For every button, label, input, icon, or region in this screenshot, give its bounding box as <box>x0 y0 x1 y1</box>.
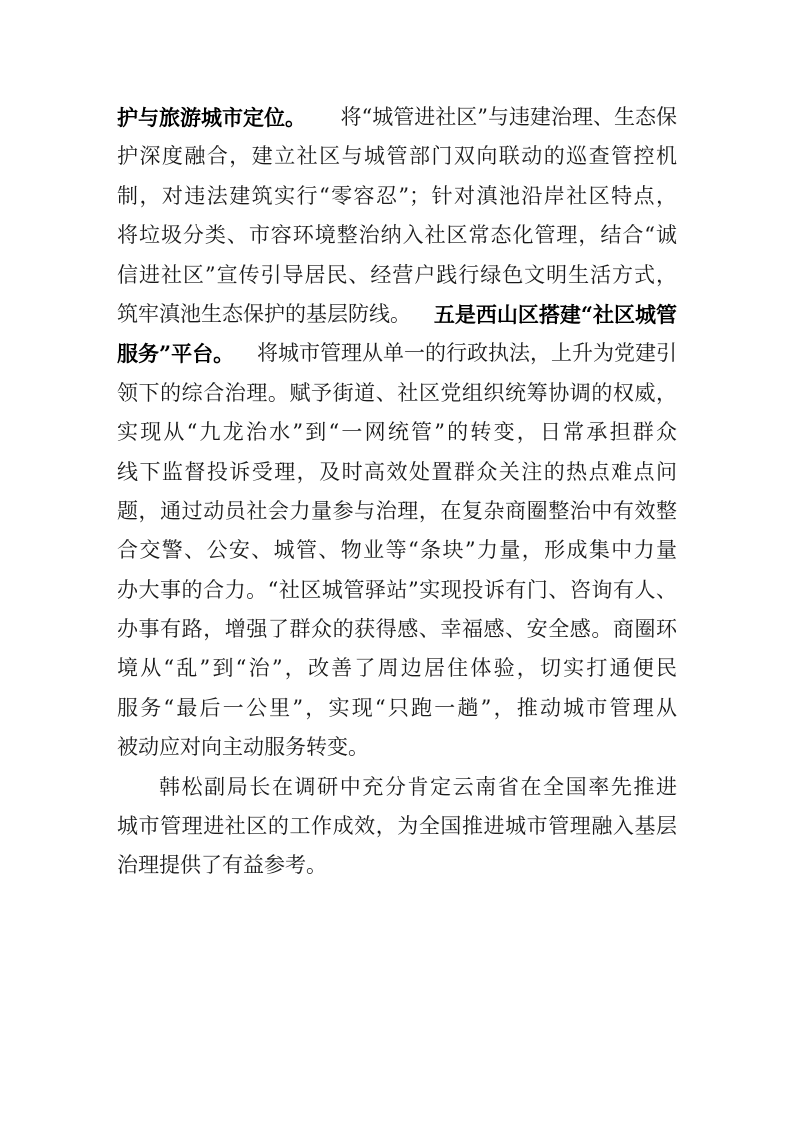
text-line <box>117 610 677 649</box>
text-line <box>117 216 677 255</box>
text-run: 线下监督投诉受理，及时高效处置群众关注的热点难点问 <box>117 459 677 484</box>
text-line <box>117 453 677 492</box>
text-run: 将城市管理从单一的行政执法，上升为党建引 <box>257 341 677 366</box>
text-run: 办事有路，增强了群众的获得感、幸福感、安全感。商圈环 <box>117 617 677 642</box>
bold-phrase: 五是西山区搭建“社区城管 <box>433 301 677 327</box>
text-run: 信进社区”宣传引导居民、经营户践行绿色文明生活方式， <box>117 262 677 287</box>
text-line <box>117 689 677 728</box>
text-run: 合交警、公安、城管、物业等“条块”力量，形成集中力量 <box>117 538 677 563</box>
text-run: 将“城管进社区”与违建治理、生态保 <box>340 105 677 129</box>
text-run: 服务“最后一公里”，实现“只跑一趟”，推动城市管理从 <box>117 695 677 720</box>
text-line <box>117 256 677 295</box>
bold-phrase: 服务”平台。 <box>117 341 235 367</box>
body-text <box>117 98 677 886</box>
text-run: 实现从“九龙治水”到“一网统管”的转变，日常承担群众 <box>117 420 677 445</box>
text-line <box>117 807 677 846</box>
text-line <box>117 531 677 570</box>
text-line <box>117 177 677 216</box>
text-run: 题，通过动员社会力量参与治理，在复杂商圈整治中有效整 <box>117 498 677 523</box>
text-run: 护深度融合，建立社区与城管部门双向联动的巡查管控机 <box>117 144 677 169</box>
text-run: 韩松副局长在调研中充分肯定云南省在全国率先推进 <box>159 774 677 799</box>
text-run: 领下的综合治理。赋予街道、社区党组织统筹协调的权威， <box>117 380 677 405</box>
text-line <box>117 334 677 373</box>
text-line <box>117 98 677 137</box>
text-run: 境从“乱”到“治”，改善了周边居住体验，切实打通便民 <box>117 656 677 681</box>
text-run: 办大事的合力。“社区城管驿站”实现投诉有门、咨询有人、 <box>117 577 677 602</box>
text-line <box>117 137 677 176</box>
text-line <box>117 413 677 452</box>
text-line <box>117 374 677 413</box>
text-line <box>117 295 677 334</box>
text-line <box>117 649 677 688</box>
bold-phrase: 护与旅游城市定位。 <box>117 105 306 130</box>
text-run: 治理提供了有益参考。 <box>117 853 327 878</box>
text-line <box>117 728 677 767</box>
text-line <box>117 571 677 610</box>
text-line <box>117 492 677 531</box>
text-line <box>117 768 677 807</box>
text-run: 筑牢滇池生态保护的基层防线。 <box>117 301 411 326</box>
text-run: 制，对违法建筑实行“零容忍”；针对滇池沿岸社区特点， <box>117 183 677 208</box>
text-line <box>117 846 677 885</box>
text-run: 被动应对向主动服务转变。 <box>117 735 369 760</box>
text-run: 将垃圾分类、市容环境整治纳入社区常态化管理，结合“诚 <box>117 223 677 248</box>
text-run: 城市管理进社区的工作成效，为全国推进城市管理融入基层 <box>117 814 677 839</box>
